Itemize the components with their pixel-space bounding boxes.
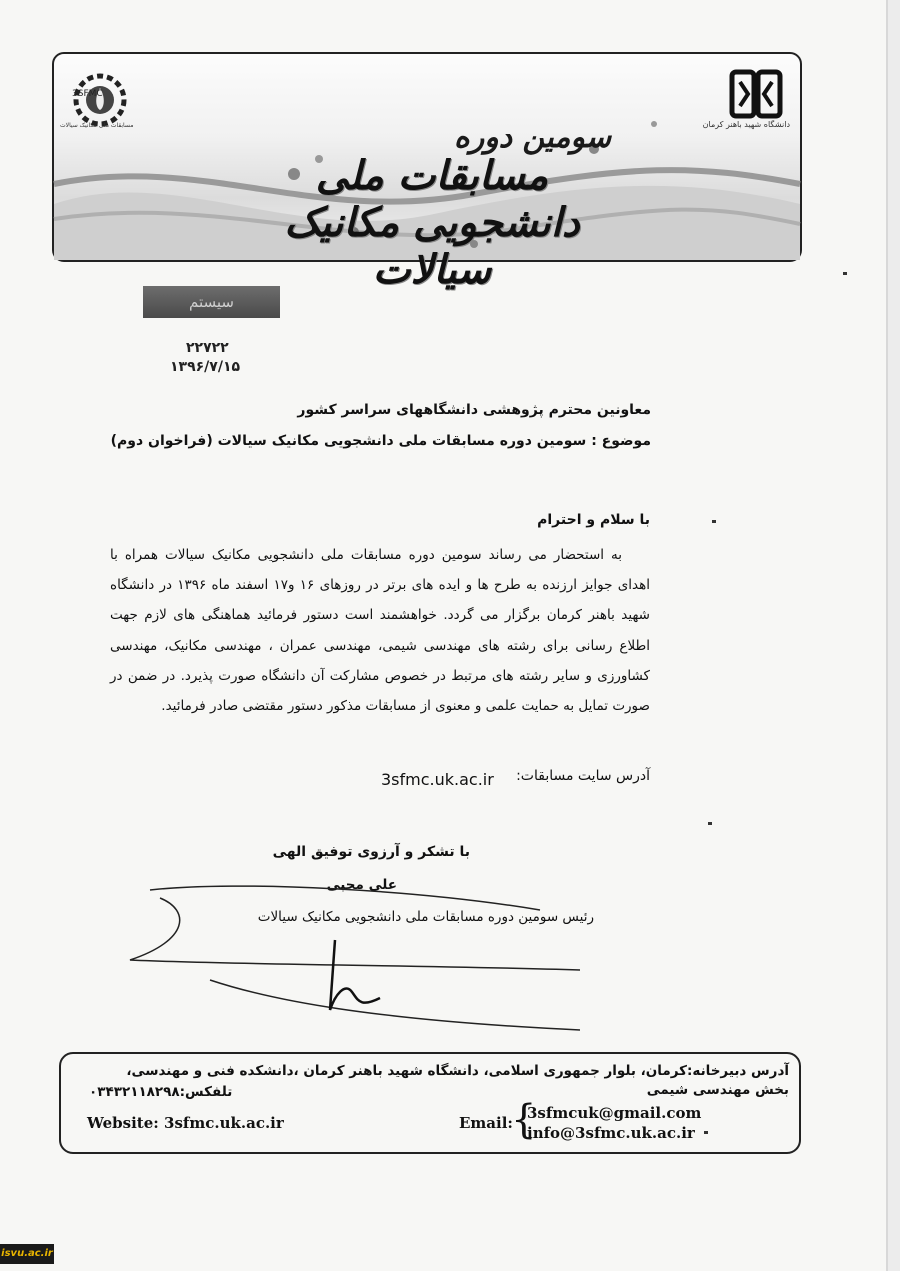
handwritten-signature xyxy=(120,870,590,1040)
university-logo xyxy=(726,64,786,146)
footer-website[interactable]: Website: 3sfmc.uk.ac.ir xyxy=(87,1114,284,1132)
footer-telefax: تلفکس:۰۳۴۳۲۱۱۸۲۹۸ xyxy=(89,1084,233,1100)
footer-brace: { xyxy=(511,1097,537,1143)
scan-speck xyxy=(708,822,712,825)
watermark-badge: isvu.ac.ir xyxy=(0,1244,54,1264)
site-label: آدرس سایت مسابقات: xyxy=(516,768,650,784)
footer-box xyxy=(59,1052,801,1154)
body-paragraph: به استحضار می رساند سومین دوره مسابقات ملی دانشجویی مکانیک سیالات همراه با اهدای جوایز ارزنده به طرح ها و ایده های برتر در روزهای ۱۶ و۱۷ اسفند ماه ۱۳۹۶ در دانشگاه شهید باهنر کرمان برگزار می گردد. خواهشمند است دستور فرمائید هماهنگی های لازم جهت اطلاع رسانی برای رشته های مهندسی شیمی، مهندسی عمران ، مهندسی مکانیک، مهندسی کشاورزی و سایر رشته های مرتبط در خصوص مشارکت آن دانشگاه صورت پذیرد. در ضمن در صورت تمایل به حمایت علمی و معنوی از مسابقات مذکور دستور مقتضی صادر فرمائید. xyxy=(110,547,651,715)
letter-number: ۲۲۷۲۲ xyxy=(186,340,229,356)
greeting: با سلام و احترام xyxy=(537,512,650,528)
banner-title: مسابقات ملی دانشجویی مکانیک سیالات xyxy=(284,152,580,293)
banner-subtitle: سومین دوره xyxy=(454,120,612,155)
footer-email-label: Email: xyxy=(459,1114,513,1132)
university-logo-caption: دانشگاه شهید باهنر کرمان xyxy=(702,120,790,129)
closing-line: با تشکر و آرزوی توفیق الهی xyxy=(272,844,470,860)
fmc-logo-caption: مسابقات ملی مکانیک سیالات xyxy=(60,122,134,129)
letter-date: ۱۳۹۶/۷/۱۵ xyxy=(170,359,241,375)
page-edge xyxy=(888,0,900,1271)
addressee: معاونین محترم پژوهشی دانشگاههای سراسر کشور xyxy=(297,402,651,418)
scan-speck xyxy=(712,520,716,523)
letter-body xyxy=(110,540,650,721)
signer-title: رئیس سومین دوره مسابقات ملی دانشجویی مکانیک سیالات xyxy=(257,909,594,925)
subject-line: موضوع : سومین دوره مسابقات ملی دانشجویی مکانیک سیالات (فراخوان دوم) xyxy=(110,433,651,449)
site-url-link[interactable]: 3sfmc.uk.ac.ir xyxy=(381,770,494,789)
footer-address: آدرس دبیرخانه:کرمان، بلوار جمهوری اسلامی، دانشگاه شهید باهنر کرمان ،دانشکده فنی و مهندسی، بخش مهندسی شیمی xyxy=(126,1063,789,1098)
header-banner xyxy=(52,52,802,293)
signer-name: علی محبی xyxy=(326,877,397,893)
scan-speck xyxy=(843,272,847,275)
footer-email-2[interactable]: info@3sfmc.uk.ac.ir xyxy=(527,1124,695,1142)
footer-email-1[interactable]: 3sfmcuk@gmail.com xyxy=(527,1104,702,1122)
fmc-logo-text: 3SFMC xyxy=(72,89,103,99)
scan-speck xyxy=(704,1131,708,1134)
system-stamp: سیستم xyxy=(143,286,280,318)
